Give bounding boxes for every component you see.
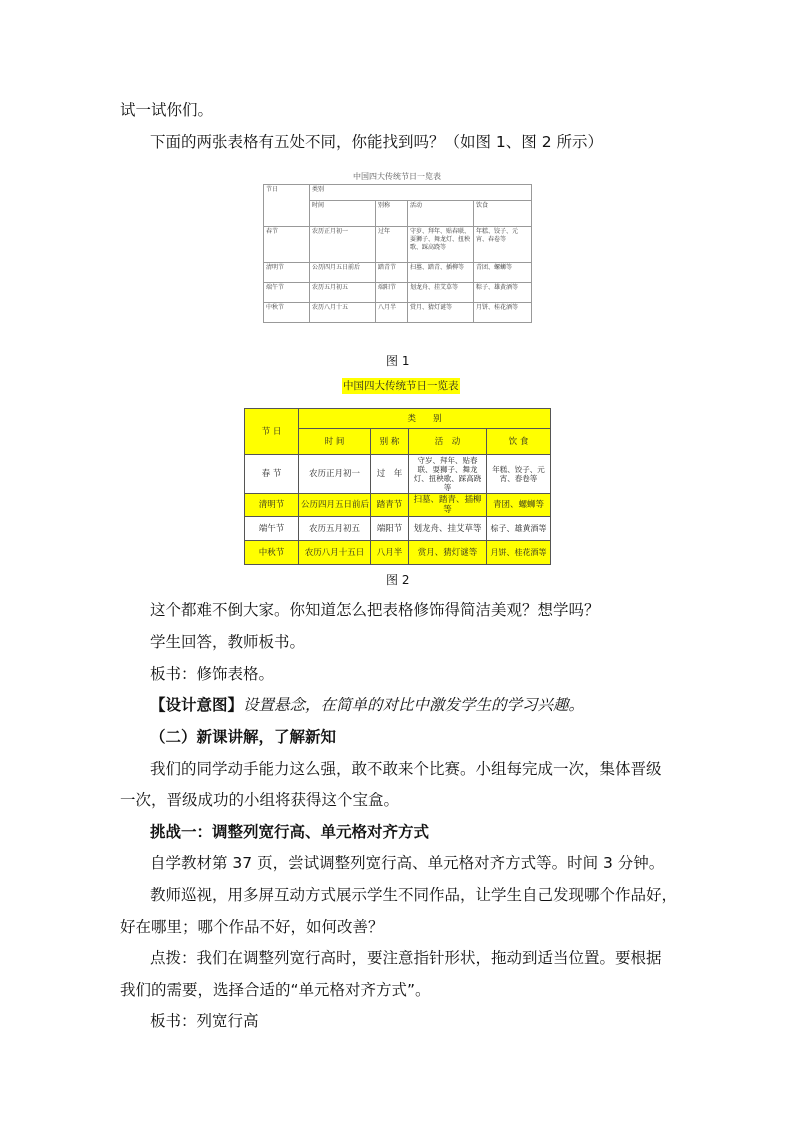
cell-time: 农历五月初五 [299,517,371,541]
cell-food: 青团、螺蛳等 [487,494,551,517]
header-alias: 别 称 [371,429,409,455]
header-alias: 别称 [376,201,408,227]
cell-food: 青团、螺蛳等 [474,263,532,283]
cell-alias: 端阳节 [371,517,409,541]
paragraph-tip-2: 我们的需要，选择合适的“单元格对齐方式”。 [120,981,431,999]
paragraph-teacher-patrol-2: 好在哪里；哪个作品不好，如何改善？ [120,918,384,936]
table-row [245,517,551,541]
cell-alias: 过 年 [371,455,409,494]
header-festival: 节日 [264,185,310,227]
cell-name: 端午节 [264,283,310,303]
table-row [245,494,551,517]
header-food: 饮 食 [487,429,551,455]
cell-name: 清明节 [245,494,299,517]
cell-name: 春 节 [245,455,299,494]
header-category: 类别 [310,185,532,201]
cell-time: 农历正月初一 [299,455,371,494]
cell-activity: 守岁、拜年、贴春联、耍狮子、舞龙灯、扭秧歌、踩高跷等 [409,455,487,494]
figure-2-title: 中国四大传统节日一览表 [343,380,459,392]
paragraph-teacher-patrol-1: 教师巡视，用多屏互动方式展示学生不同作品，让学生自己发现哪个作品好， [150,886,678,904]
table-row [264,303,532,323]
cell-activity: 扫墓、踏青、插柳等 [408,263,474,283]
figure-1-label: 图 1 [386,354,410,368]
paragraph-try: 试一试你们。 [120,101,214,119]
figure-2-label: 图 2 [386,573,410,587]
section-heading-2: （二）新课讲解，了解新知 [150,728,337,746]
figure-1 [263,170,531,323]
cell-time: 公历四月五日前后 [299,494,371,517]
paragraph-student-answer: 学生回答，教师板书。 [150,633,306,651]
paragraph-find-differences: 下面的两张表格有五处不同，你能找到吗？（如图 1、图 2 所示） [150,133,604,151]
header-festival: 节 日 [245,409,299,455]
paragraph-design-intent [150,695,710,715]
cell-activity: 扫墓、踏青、插柳等 [409,494,487,517]
paragraph-competition-2: 一次，晋级成功的小组将获得这个宝盒。 [120,791,400,809]
header-food: 饮食 [474,201,532,227]
header-time: 时 间 [299,429,371,455]
header-category: 类 别 [299,409,551,429]
figure-1-title: 中国四大传统节日一览表 [353,172,441,181]
cell-food: 棕子、雄黄酒等 [487,517,551,541]
figure-1-table [263,184,532,323]
cell-activity: 划龙舟、挂艾草等 [408,283,474,303]
cell-name: 中秋节 [245,541,299,565]
cell-activity: 守岁、拜年、贴春联、耍狮子、舞龙灯、扭秧歌、踩高跷等 [408,227,474,263]
design-intent-text: 设置悬念，在简单的对比中激发学生的学习兴趣。 [243,696,585,714]
cell-food: 粽子、雄黄酒等 [474,283,532,303]
cell-time: 农历八月十五 [310,303,376,323]
header-activity: 活动 [408,201,474,227]
cell-name: 清明节 [264,263,310,283]
paragraph-board-1: 板书：修饰表格。 [150,665,275,683]
cell-activity: 赏月、猜灯谜等 [408,303,474,323]
cell-food: 月饼、桂花酒等 [474,303,532,323]
cell-alias: 踏青节 [371,494,409,517]
cell-food: 月饼、桂花酒等 [487,541,551,565]
paragraph-self-study: 自学教材第 37 页，尝试调整列宽行高、单元格对齐方式等。时间 3 分钟。 [150,854,665,872]
table-row [264,227,532,263]
cell-alias: 八月半 [376,303,408,323]
cell-time: 公历四月五日前后 [310,263,376,283]
header-activity: 活 动 [409,429,487,455]
cell-alias: 八月半 [371,541,409,565]
cell-name: 中秋节 [264,303,310,323]
cell-alias: 端阳节 [376,283,408,303]
paragraph-competition-1: 我们的同学动手能力这么强，敢不敢来个比赛。小组每完成一次，集体晋级 [150,760,662,778]
paragraph-board-2: 板书：列宽行高 [150,1012,259,1030]
design-intent-label: 【设计意图】 [150,696,244,714]
cell-time: 农历五月初五 [310,283,376,303]
challenge-1-heading: 挑战一：调整列宽行高、单元格对齐方式 [150,823,430,841]
cell-activity: 划龙舟、挂艾草等 [409,517,487,541]
cell-time: 农历八月十五日 [299,541,371,565]
table-row [264,263,532,283]
table-row [245,541,551,565]
cell-name: 端午节 [245,517,299,541]
cell-time: 农历正月初一 [310,227,376,263]
cell-alias: 踏青节 [376,263,408,283]
table-row [264,283,532,303]
cell-food: 年糕、饺子、元宵、春卷等 [474,227,532,263]
table-row [245,455,551,494]
cell-food: 年糕、饺子、元宵、春卷等 [487,455,551,494]
cell-activity: 赏月、猜灯谜等 [409,541,487,565]
cell-alias: 过年 [376,227,408,263]
cell-name: 春节 [264,227,310,263]
figure-2-table [244,408,551,565]
paragraph-tip-1: 点拨：我们在调整列宽行高时，要注意指针形状，拖动到适当位置。要根据 [150,949,662,967]
figure-2 [244,408,550,565]
header-time: 时间 [310,201,376,227]
paragraph-challenge-intro: 这个都难不倒大家。你知道怎么把表格修饰得简洁美观？想学吗？ [150,601,600,619]
